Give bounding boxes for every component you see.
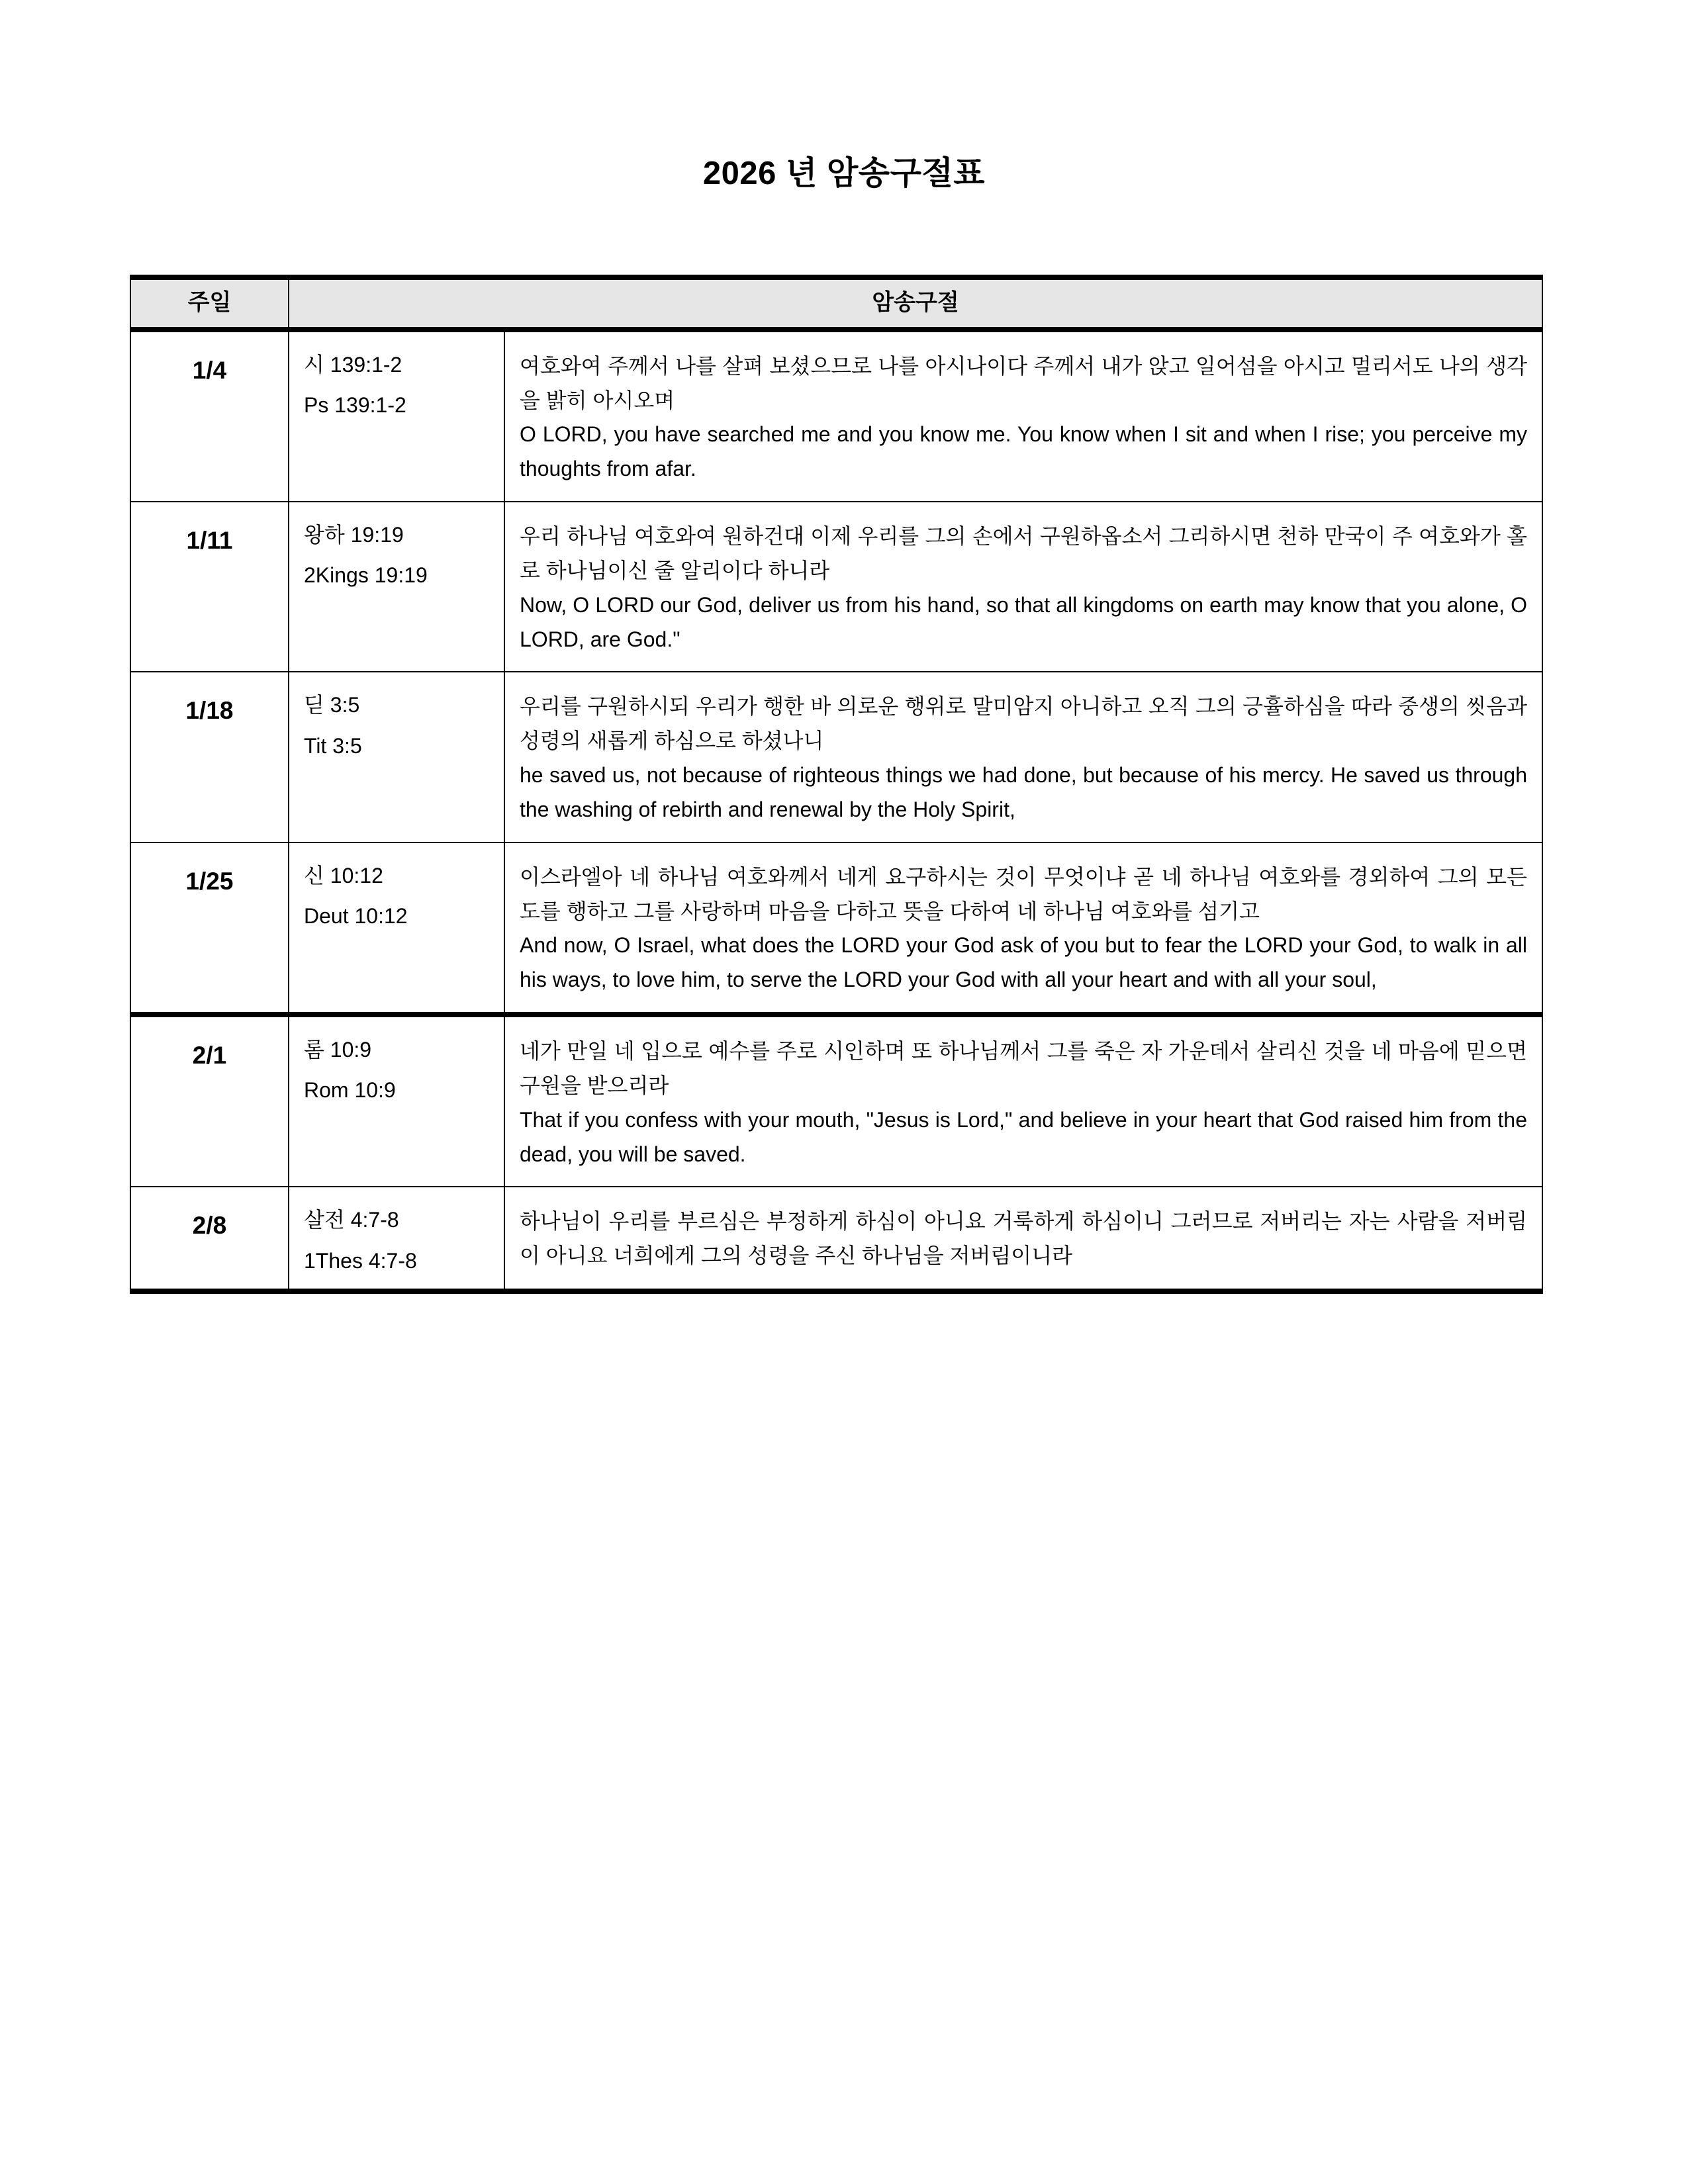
table-row bbox=[130, 672, 1542, 842]
verse-korean: 네가 만일 네 입으로 예수를 주로 시인하며 또 하나님께서 그를 죽은 자 가운데서 살리신 것을 네 마음에 믿으면 구원을 받으리라 bbox=[520, 1039, 1528, 1097]
cell-date bbox=[130, 1187, 289, 1291]
verse-english: And now, O Israel, what does the LORD your God ask of you but to fear the LORD your God, to walk in all his ways, to love him, to serve the LORD your God with all your heart and with all your soul, bbox=[520, 933, 1528, 992]
table-row bbox=[130, 330, 1542, 502]
page-title: 2026 년 암송구절표 bbox=[702, 156, 986, 191]
cell-verse-text bbox=[504, 672, 1542, 842]
cell-date bbox=[130, 842, 289, 1015]
table-header bbox=[130, 277, 1542, 330]
date-label: 2/1 bbox=[192, 1042, 227, 1069]
verse-korean: 우리 하나님 여호와여 원하건대 이제 우리를 그의 손에서 구원하옵소서 그리하시면 천하 만국이 주 여호와가 홀로 하나님이신 줄 알리이다 하니라 bbox=[520, 524, 1528, 582]
reference-korean: 왕하 19:19 bbox=[304, 523, 404, 547]
reference-english: 2Kings 19:19 bbox=[304, 563, 428, 588]
table-row bbox=[130, 1187, 1542, 1291]
verse-korean: 이스라엘아 네 하나님 여호와께서 네게 요구하시는 것이 무엇이냐 곧 네 하나님 여호와를 경외하여 그의 모든 도를 행하고 그를 사랑하며 마음을 다하고 뜻을 다하여 네 하나님 여호와를 섬기고 bbox=[520, 864, 1528, 923]
table-row bbox=[130, 1015, 1542, 1187]
cell-verse-text bbox=[504, 1187, 1542, 1291]
cell-reference bbox=[289, 502, 504, 672]
verse-english: Now, O LORD our God, deliver us from his hand, so that all kingdoms on earth may know that you alone, O LORD, are God." bbox=[520, 592, 1528, 651]
cell-date bbox=[130, 672, 289, 842]
reference-english: Tit 3:5 bbox=[304, 733, 362, 758]
cell-reference bbox=[289, 1015, 504, 1187]
verse-korean: 여호와여 주께서 나를 살펴 보셨으므로 나를 아시나이다 주께서 내가 앉고 일어섬을 아시고 멀리서도 나의 생각을 밝히 아시오며 bbox=[520, 353, 1528, 412]
cell-date bbox=[130, 1015, 289, 1187]
reference-english: Deut 10:12 bbox=[304, 904, 408, 929]
cell-verse-text bbox=[504, 842, 1542, 1015]
memory-verse-table bbox=[130, 275, 1543, 1294]
column-header-verse: 암송구절 bbox=[289, 277, 1542, 330]
table-body bbox=[130, 330, 1542, 1291]
table-header-row bbox=[130, 277, 1542, 330]
reference-korean: 딛 3:5 bbox=[304, 693, 360, 717]
date-label: 1/4 bbox=[192, 356, 227, 384]
cell-verse-text bbox=[504, 1015, 1542, 1187]
reference-korean: 시 139:1-2 bbox=[304, 352, 402, 377]
table-row bbox=[130, 502, 1542, 672]
reference-english: Ps 139:1-2 bbox=[304, 393, 406, 418]
date-label: 1/11 bbox=[186, 527, 233, 555]
cell-date bbox=[130, 502, 289, 672]
date-label: 2/8 bbox=[192, 1212, 227, 1240]
date-label: 1/18 bbox=[185, 697, 234, 725]
cell-reference bbox=[289, 672, 504, 842]
verse-korean: 하나님이 우리를 부르심은 부정하게 하심이 아니요 거룩하게 하심이니 그러므로 저버리는 자는 사람을 저버림이 아니요 너희에게 그의 성령을 주신 하나님을 저버림이니라 bbox=[520, 1209, 1528, 1268]
cell-reference bbox=[289, 330, 504, 502]
date-label: 1/25 bbox=[185, 867, 234, 895]
cell-verse-text bbox=[504, 502, 1542, 672]
reference-korean: 신 10:12 bbox=[304, 863, 383, 887]
reference-english: 1Thes 4:7-8 bbox=[304, 1248, 417, 1273]
verse-english: he saved us, not because of righteous things we had done, but because of his mercy. He saved us through the washing of rebirth and renewal by the Holy Spirit, bbox=[520, 763, 1528, 821]
table-row bbox=[130, 842, 1542, 1015]
verse-english: O LORD, you have searched me and you know me. You know when I sit and when I rise; you perceive my thoughts from afar. bbox=[520, 422, 1528, 481]
reference-korean: 롬 10:9 bbox=[304, 1038, 372, 1062]
verse-english: That if you confess with your mouth, "Jesus is Lord," and believe in your heart that God raised him from the dead, you will be saved. bbox=[520, 1107, 1528, 1166]
cell-reference bbox=[289, 1187, 504, 1291]
column-header-date: 주일 bbox=[130, 277, 289, 330]
reference-english: Rom 10:9 bbox=[304, 1078, 396, 1103]
cell-date bbox=[130, 330, 289, 502]
reference-korean: 살전 4:7-8 bbox=[304, 1208, 399, 1232]
cell-reference bbox=[289, 842, 504, 1015]
verse-korean: 우리를 구원하시되 우리가 행한 바 의로운 행위로 말미암지 아니하고 오직 그의 긍휼하심을 따라 중생의 씻음과 성령의 새롭게 하심으로 하셨나니 bbox=[520, 694, 1528, 753]
cell-verse-text bbox=[504, 330, 1542, 502]
